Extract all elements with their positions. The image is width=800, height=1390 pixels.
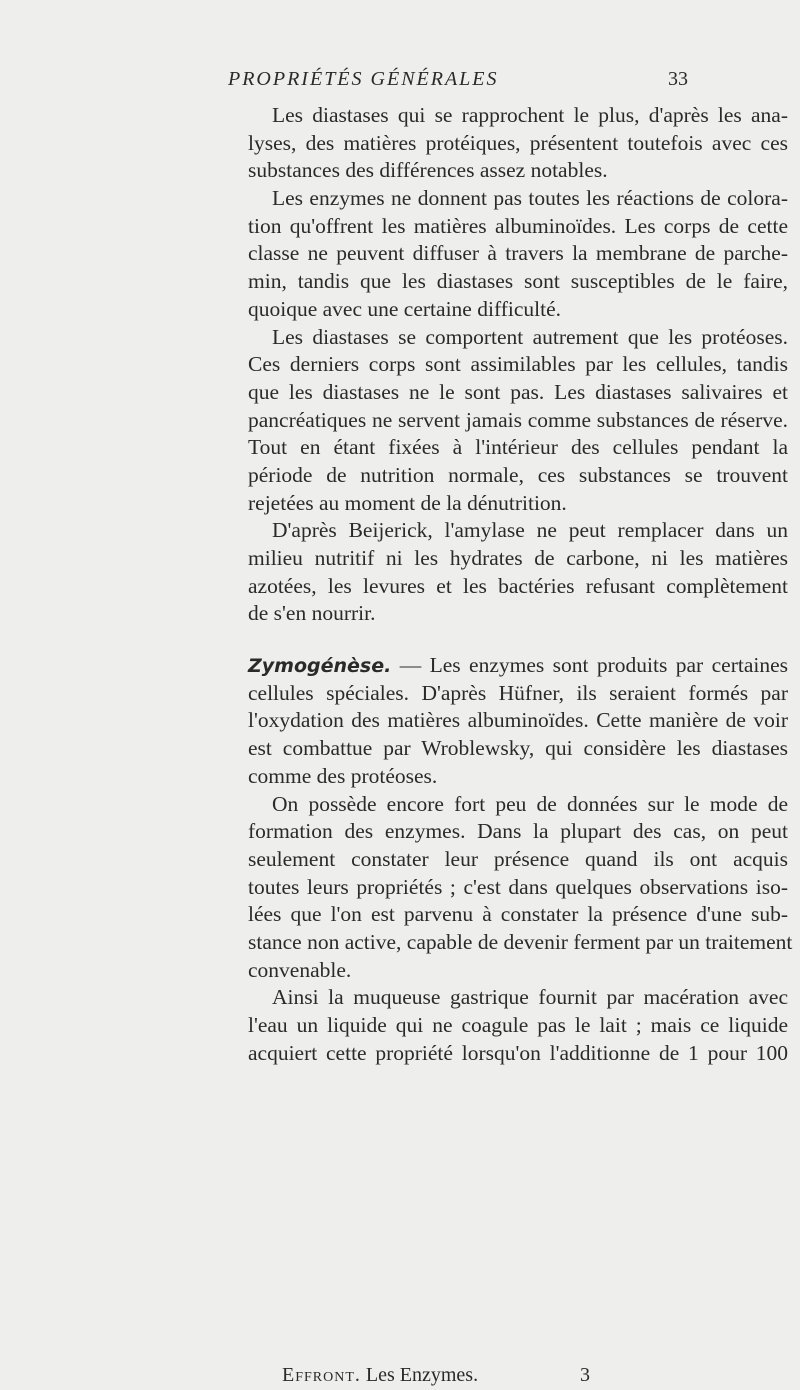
text-line: min, tandis que les diastases sont susceptibles de le faire, xyxy=(248,269,788,294)
text-line: tion qu'offrent les matières albuminoïdes. Les corps de cette xyxy=(248,213,788,238)
section-zymogenese xyxy=(248,652,788,790)
section-gap xyxy=(248,628,788,652)
text-line: On possède encore fort peu de données sur le mode de xyxy=(272,791,788,816)
text-run: — Les enzymes sont produits par certaines xyxy=(391,653,788,678)
text-line: milieu nutritif ni les hydrates de carbone, ni les matières xyxy=(248,546,788,570)
text-line: de s'en nourrir. xyxy=(248,601,376,626)
text-line: l'oxydation des matières albuminoïdes. Cette manière de voir xyxy=(248,708,788,733)
text-line: Tout en étant fixées à l'intérieur des cellules pendant la xyxy=(248,435,788,460)
paragraph xyxy=(248,517,788,628)
footer-book-title: Les Enzymes. xyxy=(360,1364,479,1386)
text-line: seulement constater leur présence quand ils ont acquis xyxy=(248,846,788,871)
text-line: comme des protéoses. xyxy=(248,763,438,788)
text-line xyxy=(248,652,788,680)
text-line: D'après Beijerick, l'amylase ne peut remplacer dans un xyxy=(272,518,788,543)
text-line: toutes leurs propriétés ; c'est dans quelques observations iso- xyxy=(248,874,788,899)
text-line: quoique avec une certaine difficulté. xyxy=(248,296,561,321)
running-head-title: PROPRIÉTÉS GÉNÉRALES xyxy=(228,68,499,90)
text-line: Les diastases se comportent autrement que les protéoses. xyxy=(272,324,788,349)
text-line: Les enzymes ne donnent pas toutes les réactions de colora- xyxy=(272,186,788,211)
text-line: période de nutrition normale, ces substances se trouvent xyxy=(248,462,788,487)
text-line: est combattue par Wroblewsky, qui considère les diastases xyxy=(248,736,788,761)
text-line: pancréatiques ne servent jamais comme substances de réserve. xyxy=(248,407,788,432)
text-line: lyses, des matières protéiques, présentent toutefois avec ces xyxy=(248,130,788,155)
text-line: Ces derniers corps sont assimilables par les cellules, tandis xyxy=(248,352,788,377)
text-line: convenable. xyxy=(248,957,352,982)
text-line: que les diastases ne le sont pas. Les diastases salivaires et xyxy=(248,379,788,404)
text-line: Ainsi la muqueuse gastrique fournit par macération avec xyxy=(272,985,788,1010)
text-line: cellules spéciales. D'après Hüfner, ils seraient formés par xyxy=(248,680,788,705)
paragraph xyxy=(248,185,788,323)
section-heading: Zymogénèse. xyxy=(248,655,392,678)
text-line: azotées, les levures et les bactéries refusant complètement xyxy=(248,573,788,598)
text-line: substances des différences assez notables. xyxy=(248,158,608,183)
body-text xyxy=(248,102,793,1067)
text-line: acquiert cette propriété lorsqu'on l'additionne de 1 pour 100 xyxy=(248,1040,788,1065)
text-line: Les diastases qui se rapprochent le plus, d'après les ana- xyxy=(272,103,788,127)
paragraph xyxy=(248,791,793,985)
text-line: rejetées au moment de la dénutrition. xyxy=(248,490,567,515)
paragraph xyxy=(248,324,788,518)
paragraph xyxy=(248,984,788,1067)
running-head xyxy=(228,68,688,94)
page-number: 33 xyxy=(668,68,688,90)
page-footer xyxy=(282,1364,682,1386)
text-line: lées que l'on est parvenu à constater la présence d'une sub- xyxy=(248,902,788,927)
text-line: l'eau un liquide qui ne coagule pas le lait ; mais ce liquide xyxy=(248,1013,788,1037)
footer-author: Effront. xyxy=(282,1364,361,1386)
text-line: stance non active, capable de devenir ferment par un traitement xyxy=(248,929,793,954)
text-line: formation des enzymes. Dans la plupart des cas, on peut xyxy=(248,819,788,844)
text-line: classe ne peuvent diffuser à travers la membrane de parche- xyxy=(248,241,788,266)
paragraph xyxy=(248,102,788,185)
signature-mark: 3 xyxy=(580,1364,590,1386)
